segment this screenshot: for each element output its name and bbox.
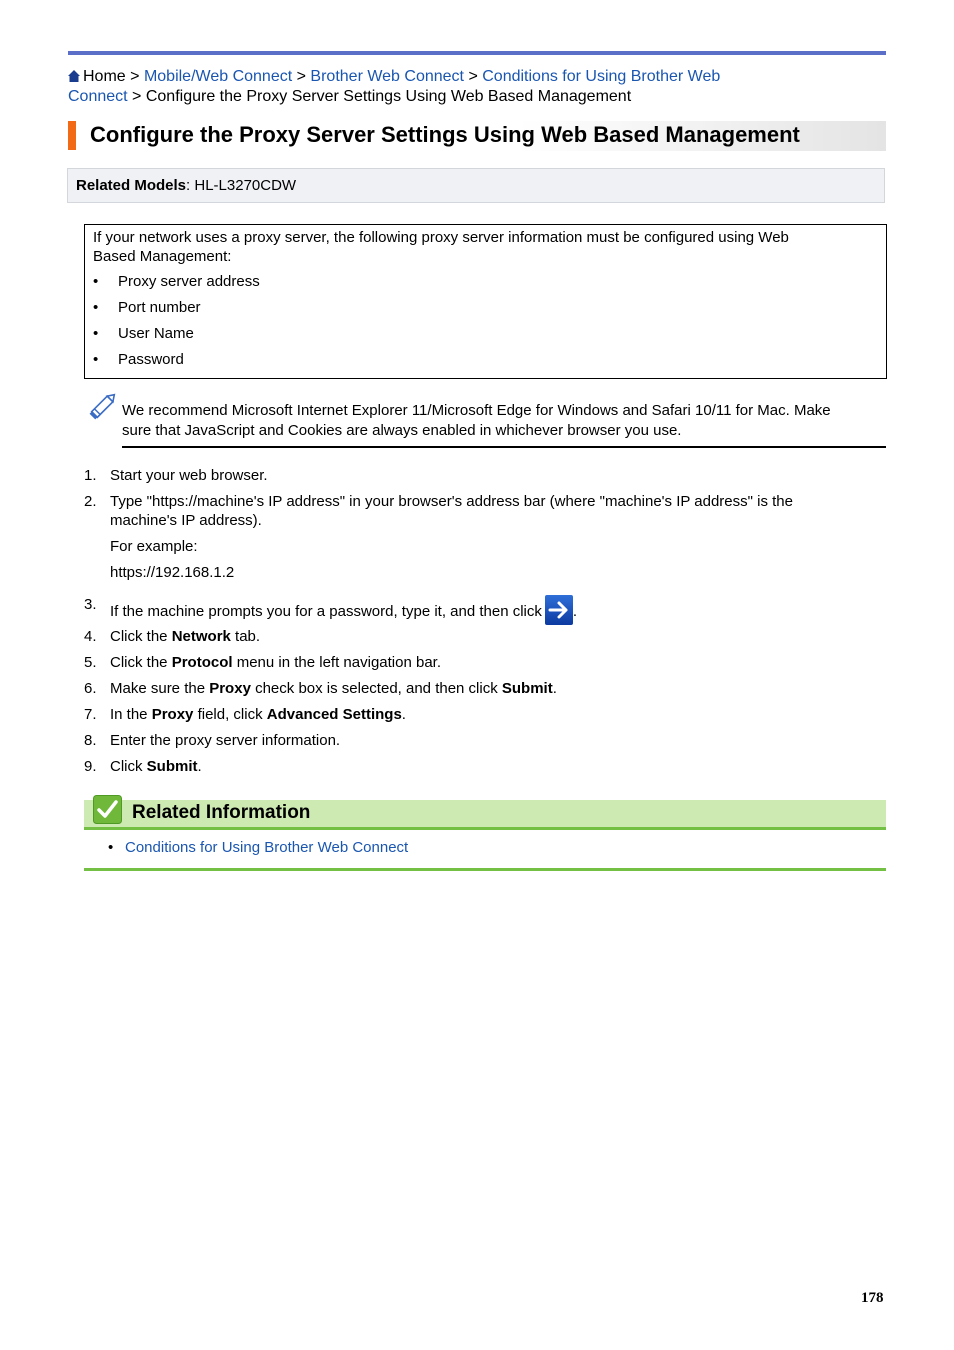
step-text	[110, 492, 874, 530]
note-line1: We recommend Microsoft Internet Explorer 11/Microsoft Edge for Windows and Safari 10/11 for Mac. Make	[122, 402, 831, 419]
step-number: 3.	[84, 596, 97, 613]
breadcrumb-separator: >	[296, 68, 306, 85]
bullet: •	[108, 839, 114, 856]
step-2-line2: machine's IP address).	[110, 512, 262, 529]
step-text	[110, 595, 874, 625]
step-7-pre: In the	[110, 706, 152, 723]
step-number: 4.	[84, 628, 97, 645]
checkmark-icon	[93, 795, 122, 824]
step-text	[110, 627, 874, 646]
arrow-right-icon	[545, 595, 573, 625]
info-intro	[93, 228, 863, 266]
step-5-bold: Protocol	[171, 654, 233, 671]
step-7-post: .	[401, 706, 406, 723]
step-6-post: .	[552, 680, 557, 697]
bullet: •	[93, 351, 99, 368]
breadcrumb-link-mobile-web-connect[interactable]: Mobile/Web Connect	[143, 68, 293, 85]
top-rule	[68, 51, 886, 55]
breadcrumb-link-conditions[interactable]: Conditions for Using Brother Web	[482, 68, 721, 85]
step-7-bold1: Proxy	[151, 706, 194, 723]
list-item	[93, 272, 260, 291]
step-3-end: .	[572, 603, 578, 620]
related-models-value: : HL-L3270CDW	[186, 177, 297, 194]
step-4-pre: Click the	[110, 628, 172, 645]
breadcrumb-home[interactable]: Home	[83, 68, 126, 85]
note-line2: sure that JavaScript and Cookies are always enabled in whichever browser you use.	[122, 422, 682, 439]
example-label: For example:	[110, 538, 198, 555]
list-item	[93, 350, 184, 369]
step-text: Enter the proxy server information.	[110, 732, 341, 749]
bullet: •	[93, 299, 99, 316]
breadcrumb-separator: >	[132, 88, 142, 105]
step-9-pre: Click	[110, 758, 147, 775]
info-intro-line2: Based Management:	[93, 248, 232, 265]
breadcrumb-separator: >	[468, 68, 478, 85]
step-text	[110, 653, 874, 672]
step-text	[110, 705, 874, 724]
breadcrumb-link-conditions-cont[interactable]: Connect	[68, 88, 128, 105]
step-2-line1: Type "https://machine's IP address" in your browser's address bar (where "machine's IP address" is the	[110, 493, 793, 510]
step-4-bold: Network	[171, 628, 231, 645]
related-information-header	[84, 800, 886, 830]
page-title-bar	[68, 121, 886, 151]
step-9-post: .	[197, 758, 202, 775]
step-6-bold1: Proxy	[209, 680, 251, 697]
related-models	[67, 168, 885, 203]
step-number: 6.	[84, 680, 97, 697]
step-5-post: menu in the left navigation bar.	[232, 654, 442, 671]
step-number: 5.	[84, 654, 97, 671]
step-text	[110, 757, 874, 776]
bullet: •	[93, 273, 99, 290]
list-item	[93, 324, 194, 343]
related-link-conditions[interactable]: Conditions for Using Brother Web Connect	[125, 839, 409, 856]
page-number: 178	[861, 1290, 884, 1306]
step-text: Start your web browser.	[110, 467, 268, 484]
step-7-mid: field, click	[193, 706, 267, 723]
list-item-text: Password	[118, 351, 184, 368]
related-bottom-rule	[84, 868, 886, 871]
list-item-text: User Name	[118, 325, 194, 342]
breadcrumb-separator: >	[130, 68, 140, 85]
breadcrumb	[68, 67, 886, 107]
list-item-text: Proxy server address	[118, 273, 260, 290]
step-7-bold2: Advanced Settings	[266, 706, 402, 723]
proxy-info-box	[84, 224, 887, 379]
info-intro-line1: If your network uses a proxy server, the following proxy server information must be configured using Web	[93, 229, 789, 246]
step-4-post: tab.	[230, 628, 261, 645]
step-number: 8.	[84, 732, 97, 749]
step-6-mid: check box is selected, and then click	[250, 680, 502, 697]
list-item	[93, 298, 201, 317]
home-icon[interactable]	[68, 70, 80, 82]
browser-note	[122, 401, 886, 448]
step-number: 1.	[84, 467, 97, 484]
breadcrumb-current: Configure the Proxy Server Settings Using Web Based Management	[145, 88, 632, 105]
step-number: 9.	[84, 758, 97, 775]
breadcrumb-link-brother-web-connect[interactable]: Brother Web Connect	[310, 68, 464, 85]
title-accent	[68, 121, 76, 150]
bullet: •	[93, 325, 99, 342]
related-information-title: Related Information	[132, 802, 311, 823]
step-number: 7.	[84, 706, 97, 723]
step-3-text: If the machine prompts you for a password, type it, and then click	[110, 603, 542, 620]
related-models-label: Related Models	[76, 177, 187, 194]
pencil-note-icon	[86, 389, 120, 423]
related-link-item	[110, 838, 408, 857]
step-5-pre: Click the	[110, 654, 172, 671]
example-value: https://192.168.1.2	[110, 564, 235, 581]
page-title: Configure the Proxy Server Settings Using Web Based Management	[90, 122, 800, 147]
list-item-text: Port number	[118, 299, 201, 316]
step-number: 2.	[84, 493, 97, 510]
step-text	[110, 679, 874, 698]
step-9-bold: Submit	[146, 758, 198, 775]
step-6-pre: Make sure the	[110, 680, 210, 697]
step-6-bold2: Submit	[501, 680, 553, 697]
